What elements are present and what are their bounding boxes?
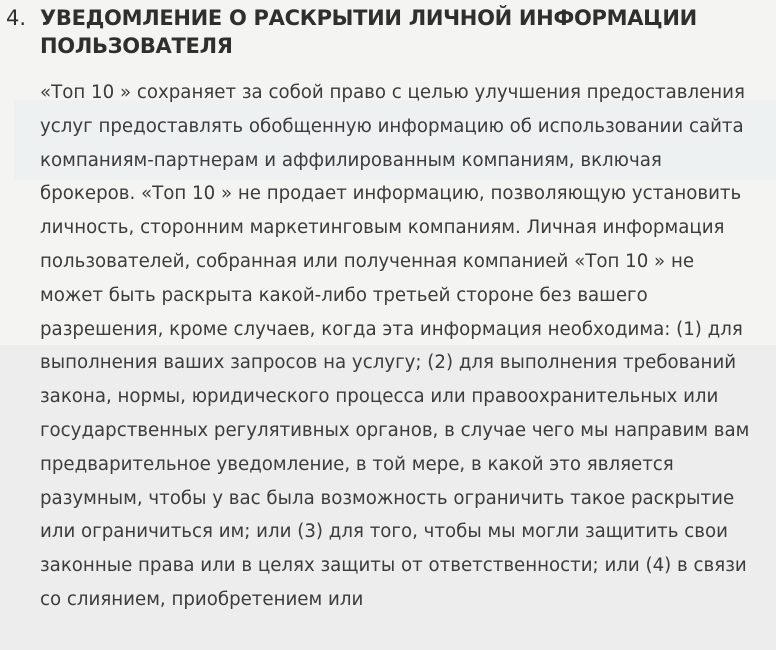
section-paragraph: «Топ 10 » сохраняет за собой право с целью улучшения предоставления услуг предоставлять обобщенную информацию об использовании сайта компаниям-партнерам и аффилированным компаниям, включая брокеров. «Топ 10 » не продает информацию, позволяющую установить личность, сторонним маркетинговым компаниям. Личная информация пользователей, собранная или полученная компанией «Топ 10 » не может быть раскрыта какой-либо третьей стороне без вашего разрешения, кроме случаев, когда эта информация необходима: (1) для выполнения ваших запросов на услугу; (2) для выполнения требований закона, нормы, юридического процесса или правоохранительных или государственных регулятивных органов, в случае чего мы направим вам предварительное уведомление, в той мере, в какой это является разумным, чтобы у вас была возможность ограничить такое раскрытие или ограничиться им; или (3) для того, чтобы мы могли защитить свои законные права или в целях защиты от ответственности; или (4) в связи со слиянием, приобретением или — [40, 82, 750, 610]
section-title: УВЕДОМЛЕНИЕ О РАСКРЫТИИ ЛИЧНОЙ ИНФОРМАЦИИ ПОЛЬЗОВАТЕЛЯ — [40, 6, 697, 58]
section-heading — [6, 4, 776, 60]
section-number: 4. — [6, 6, 27, 30]
